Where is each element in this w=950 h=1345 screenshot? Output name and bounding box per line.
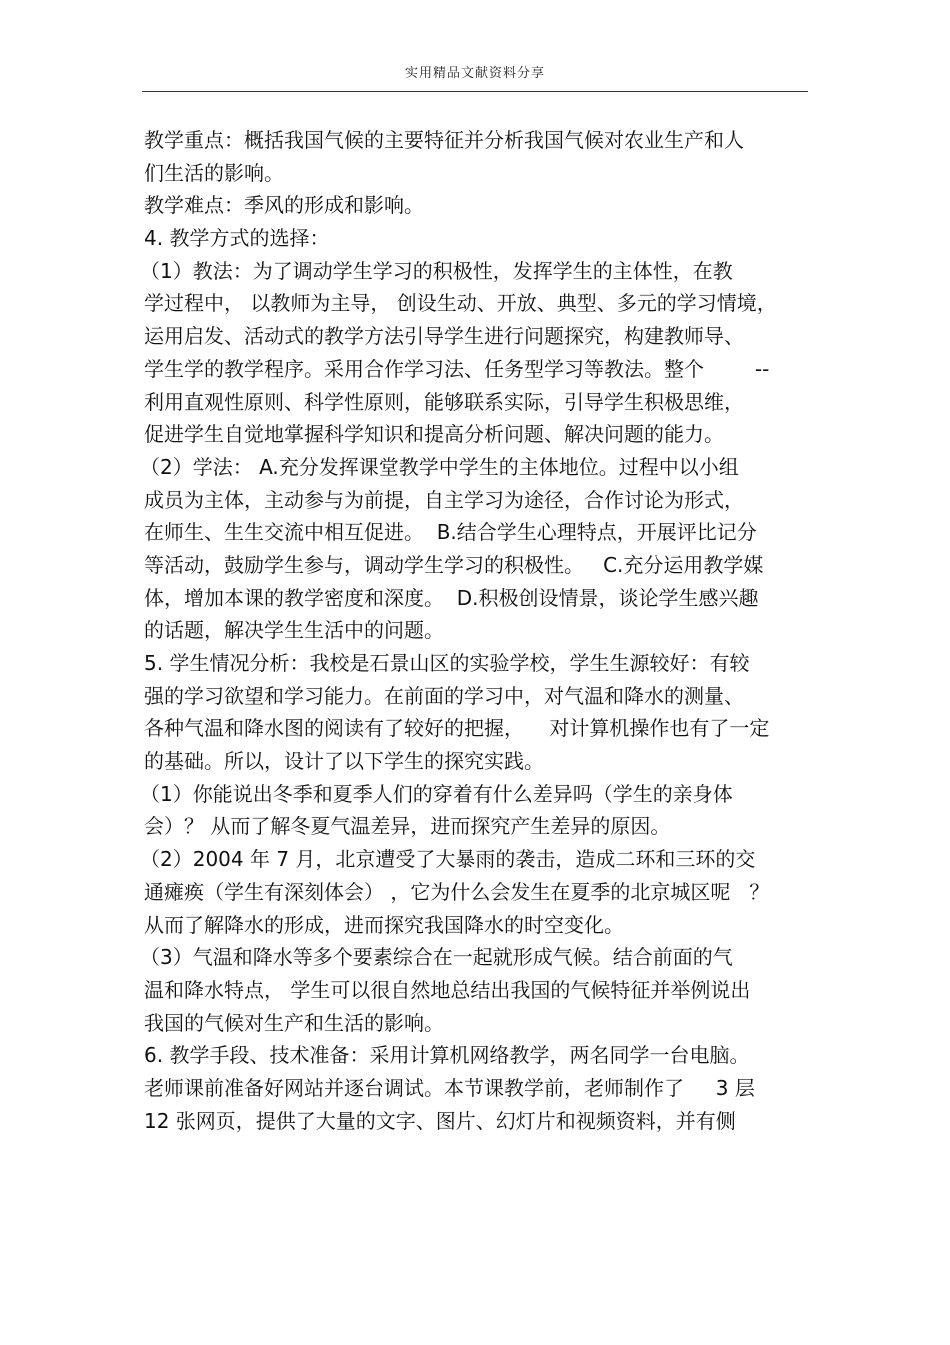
text-line: 各种气温和降水图的阅读有了较好的把握， 对计算机操作也有了一定 — [144, 716, 770, 741]
text-line: （3）气温和降水等多个要素综合在一起就形成气候。结合前面的气 — [140, 945, 733, 970]
text-line: 通瘫痪（学生有深刻体会） ，它为什么会发生在夏季的北京城区呢 ？ — [144, 879, 770, 904]
text-line: 学生学的教学程序。采用合作学习法、任务型学习等教法。整个 -- — [144, 356, 770, 381]
header-divider — [142, 91, 808, 92]
text-line: 学过程中， 以教师为主导， 创设生动、开放、典型、多元的学习情境， — [144, 291, 777, 316]
text-line: 的基础。所以，设计了以下学生的探究实践。 — [144, 749, 544, 774]
text-line: 强的学习欲望和学习能力。在前面的学习中，对气温和降水的测量、 — [144, 683, 744, 708]
text-line: 教学难点：季风的形成和影响。 — [144, 193, 424, 218]
text-line: 运用启发、活动式的教学方法引导学生进行问题探究，构建教师导、 — [144, 324, 744, 349]
text-line: 老师课前准备好网站并逐台调试。本节课教学前，老师制作了 3 层 — [144, 1075, 755, 1100]
text-line: 成员为主体，主动参与为前提，自主学习为途径，合作讨论为形式， — [144, 487, 744, 512]
page-header: 实用精品文献资料分享 — [404, 66, 545, 81]
text-line: 的话题，解决学生生活中的问题。 — [144, 618, 444, 643]
text-line: 体，增加本课的教学密度和深度。 D.积极创设情景，谈论学生感兴趣 — [144, 585, 759, 610]
text-line: 会）？ 从而了解冬夏气温差异，进而探究产生差异的原因。 — [144, 814, 671, 839]
text-line: 利用直观性原则、科学性原则，能够联系实际，引导学生积极思维， — [144, 389, 744, 414]
text-line: 温和降水特点， 学生可以很自然地总结出我国的气候特征并举例说出 — [144, 977, 751, 1002]
text-line: （1）教法：为了调动学生学习的积极性，发挥学生的主体性，在教 — [140, 258, 733, 283]
text-line: 们生活的影响。 — [144, 160, 284, 185]
text-line: （2）学法： A.充分发挥课堂教学中学生的主体地位。过程中以小组 — [140, 454, 739, 479]
text-line: 促进学生自觉地掌握科学知识和提高分析问题、解决问题的能力。 — [144, 422, 724, 447]
text-line: 在师生、生生交流中相互促进。 B.结合学生心理特点，开展评比记分 — [144, 520, 757, 545]
text-line: 从而了解降水的形成，进而探究我国降水的时空变化。 — [144, 912, 624, 937]
text-line: 教学重点：概括我国气候的主要特征并分析我国气候对农业生产和人 — [144, 128, 744, 152]
section-heading: 6. 教学手段、技术准备：采用计算机网络教学，两名同学一台电脑。 — [144, 1043, 750, 1068]
text-line: （2）2004 年 7 月，北京遭受了大暴雨的袭击，造成二环和三环的交 — [140, 847, 756, 872]
text-line: 12 张网页，提供了大量的文字、图片、幻灯片和视频资料，并有侧 — [144, 1108, 736, 1133]
section-heading: 5. 学生情况分析：我校是石景山区的实验学校，学生生源较好：有较 — [144, 651, 750, 675]
text-line: 等活动，鼓励学生参与，调动学生学习的积极性。 C.充分运用教学媒 — [144, 552, 764, 577]
section-heading: 4. 教学方式的选择： — [144, 226, 330, 251]
text-line: 我国的气候对生产和生活的影响。 — [144, 1010, 444, 1035]
document-body — [140, 124, 808, 1137]
text-line: （1）你能说出冬季和夏季人们的穿着有什么差异吗（学生的亲身体 — [140, 781, 733, 806]
